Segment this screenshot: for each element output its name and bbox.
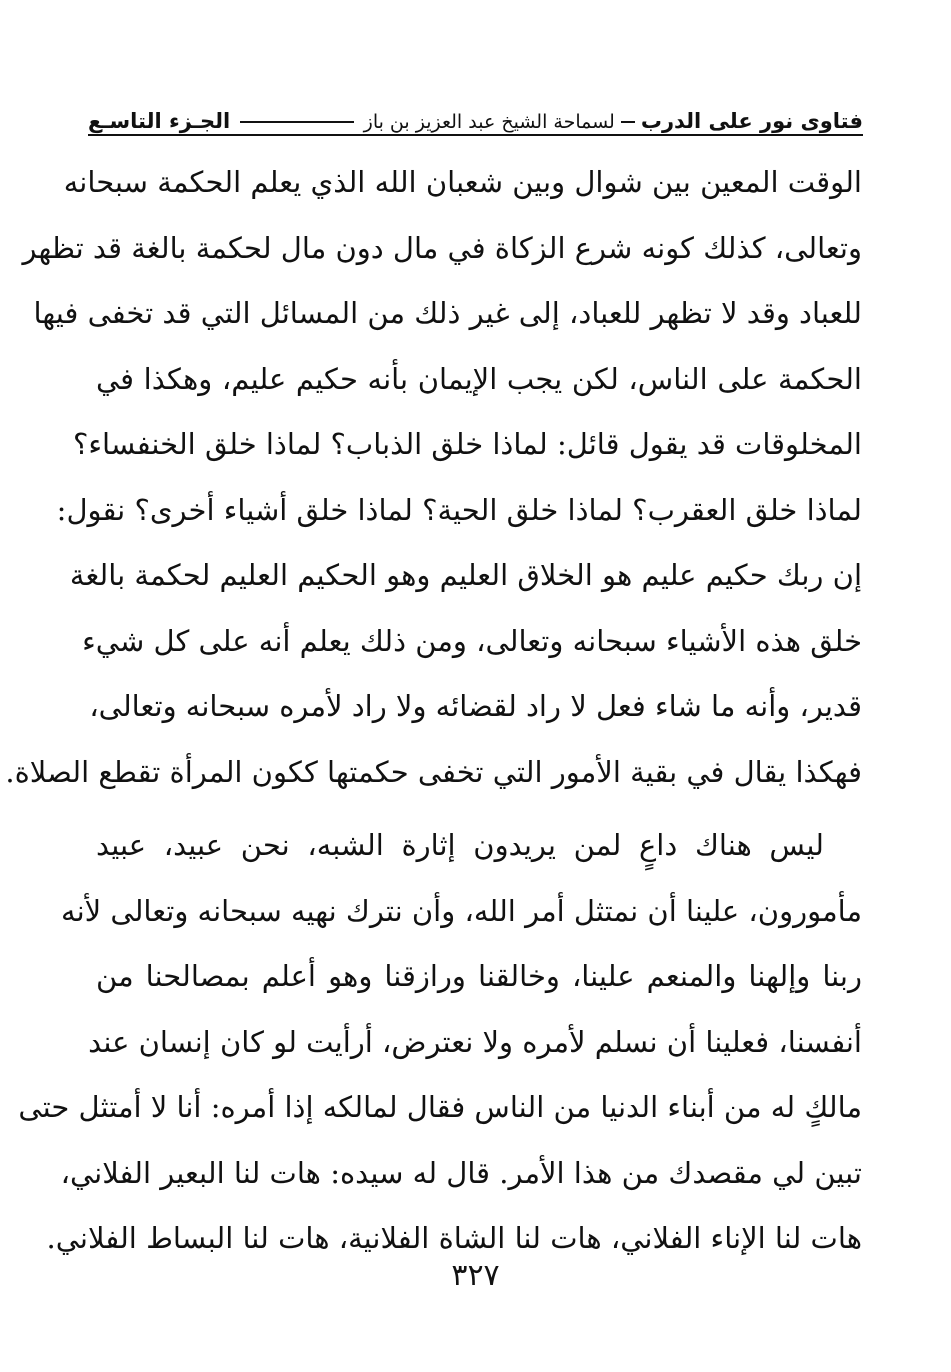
text-line: الحكمة على الناس، لكن يجب الإيمان بأنه حكيم عليم، وهكذا في xyxy=(96,361,862,396)
author-name: لسماحة الشيخ عبد العزيز بن باز xyxy=(363,111,615,133)
book-title: فتاوى نور على الدرب xyxy=(640,109,863,133)
paragraph-2 xyxy=(18,813,862,1272)
page-number: ٣٢٧ xyxy=(451,1258,500,1293)
paragraph-gap xyxy=(96,805,862,813)
text-line: مالكٍ له من أبناء الدنيا من الناس فقال لمالكه إذا أمره: أنا لا أمتثل حتى xyxy=(18,1090,862,1124)
text-line: مأمورون، علينا أن نمتثل أمر الله، وأن نترك نهيه سبحانه وتعالى لأنه xyxy=(61,893,862,928)
part-label: الجـزء التاسـع xyxy=(88,109,231,133)
text-line: هات لنا الإناء الفلاني، هات لنا الشاة الفلانية، هات لنا البساط الفلاني. xyxy=(46,1221,862,1255)
text-line: فهكذا يقال في بقية الأمور التي تخفى حكمتها ككون المرأة تقطع الصلاة. xyxy=(5,754,862,789)
text-line: ربنا وإلهنا والمنعم علينا، وخالقنا ورازقنا وهو أعلم بمصالحنا من xyxy=(96,959,862,993)
header-dash xyxy=(621,121,635,123)
text-line: وتعالى، كذلك كونه شرع الزكاة في مال دون مال لحكمة بالغة قد تظهر xyxy=(22,230,862,265)
text-line: إن ربك حكيم عليم هو الخلاق العليم وهو الحكيم العليم لحكمة بالغة xyxy=(69,558,862,592)
text-line: أنفسنا، فعلينا أن نسلم لأمره ولا نعترض، أرأيت لو كان إنسان عند xyxy=(88,1024,862,1059)
text-line: للعباد وقد لا تظهر للعباد، إلى غير ذلك من المسائل التي قد تخفى فيها xyxy=(33,296,862,330)
text-line: تبين لي مقصدك من هذا الأمر. قال له سيده: هات لنا البعير الفلاني، xyxy=(60,1155,862,1190)
running-header xyxy=(88,88,863,132)
header-divider xyxy=(88,134,863,136)
text-line: خلق هذه الأشياء سبحانه وتعالى، ومن ذلك يعلم أنه على كل شيء xyxy=(82,623,862,658)
body-text xyxy=(5,150,862,1272)
paragraph-1 xyxy=(5,150,862,805)
text-line: قدير، وأنه ما شاء فعل لا راد لقضائه ولا راد لأمره سبحانه وتعالى، xyxy=(89,689,862,723)
header-rule xyxy=(240,121,353,123)
text-line: لماذا خلق العقرب؟ لماذا خلق الحية؟ لماذا خلق أشياء أخرى؟ نقول: xyxy=(56,492,862,527)
text-line: ليس هناك داعٍ لمن يريدون إثارة الشبه، نحن عبيد، عبيد xyxy=(96,828,824,862)
text-line: المخلوقات قد يقول قائل: لماذا خلق الذباب؟ لماذا خلق الخنفساء؟ xyxy=(72,427,862,461)
text-line: الوقت المعين بين شوال وبين شعبان الله الذي يعلم الحكمة سبحانه xyxy=(63,165,862,199)
